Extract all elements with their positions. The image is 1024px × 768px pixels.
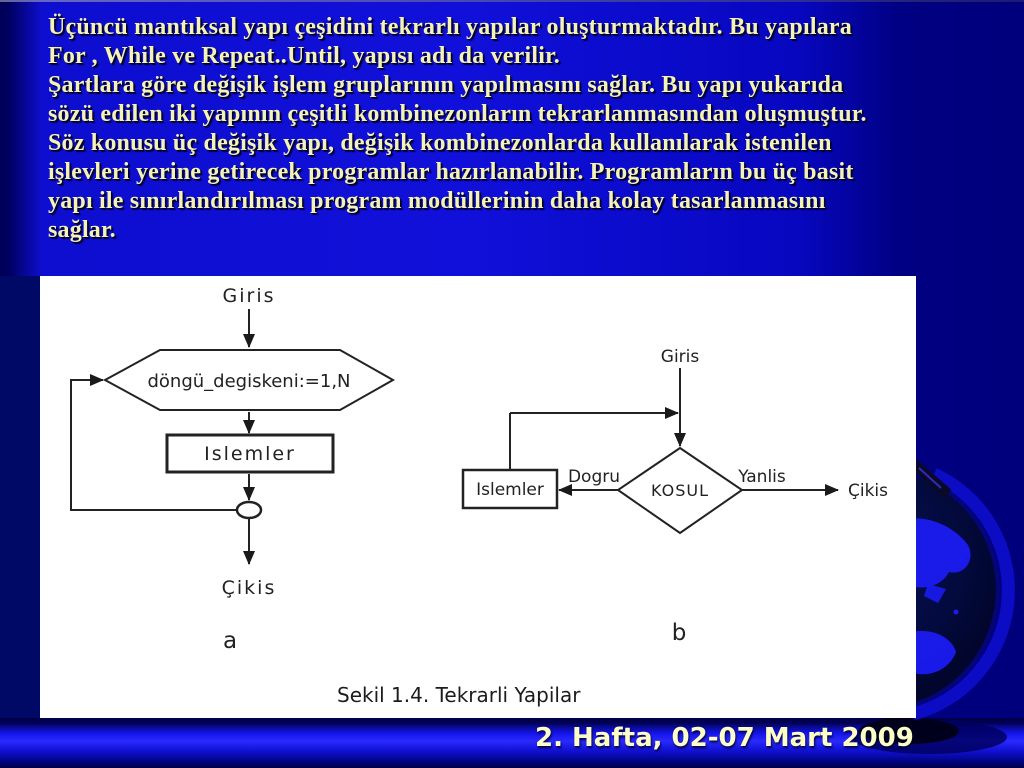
chart-b-true-label: Dogru bbox=[567, 467, 621, 487]
intro-line: sözü edilen iki yapının çeşitli kombinezonların tekrarlanmasından oluşmuştur. bbox=[48, 101, 867, 127]
chart-b-process-label: Islemler bbox=[476, 480, 544, 500]
chart-b-entry-label: Giris bbox=[660, 347, 700, 367]
slide-top-edge bbox=[0, 0, 1024, 2]
footer-date-text: 2. Hafta, 02-07 Mart 2009 bbox=[535, 723, 914, 753]
figure-caption: Sekil 1.4. Tekrarli Yapilar bbox=[337, 683, 581, 707]
flowchart-b bbox=[463, 347, 888, 646]
globe-island bbox=[958, 557, 964, 563]
chart-a-figure-label: a bbox=[222, 628, 238, 654]
intro-line: Üçüncü mantıksal yapı çeşidini tekrarlı yapılar oluşturmaktadır. Bu yapılara bbox=[48, 14, 852, 40]
chart-a-process-label: Islemler bbox=[204, 443, 296, 465]
intro-line: yapı ile sınırlandırılması program modüllerinin daha kolay tasarlanmasını bbox=[48, 188, 826, 214]
intro-text-block bbox=[48, 13, 978, 245]
left-dark-band bbox=[0, 276, 40, 718]
globe-island bbox=[954, 610, 959, 615]
intro-line: sağlar. bbox=[48, 217, 116, 243]
chart-b-figure-label: b bbox=[671, 620, 687, 646]
flowcharts bbox=[40, 276, 916, 718]
intro-line: Şartlara göre değişik işlem gruplarının yapılmasını sağlar. Bu yapı yukarıda bbox=[48, 72, 844, 98]
chart-a-loop-header-label: döngü_degiskeni:=1,N bbox=[147, 371, 351, 392]
chart-b-condition-label: KOSUL bbox=[651, 481, 709, 500]
chart-a-exit-label: Çikis bbox=[221, 577, 277, 599]
flowchart-a bbox=[71, 285, 393, 654]
intro-line: işlevleri yerine getirecek programlar hazırlanabilir. Programların bu üç basit bbox=[48, 159, 854, 185]
chart-b-false-label: Yanlis bbox=[738, 467, 786, 487]
figure-panel bbox=[40, 276, 916, 718]
intro-line: For , While ve Repeat..Until, yapısı adı da verilir. bbox=[48, 43, 560, 69]
chart-a-entry-label: Giris bbox=[222, 285, 276, 307]
intro-line: Söz konusu üç değişik yapı, değişik kombinezonlarda kullanılarak istenilen bbox=[48, 130, 832, 156]
chart-b-exit-label: Çikis bbox=[847, 481, 889, 501]
chart-a-junction-circle bbox=[237, 502, 261, 518]
